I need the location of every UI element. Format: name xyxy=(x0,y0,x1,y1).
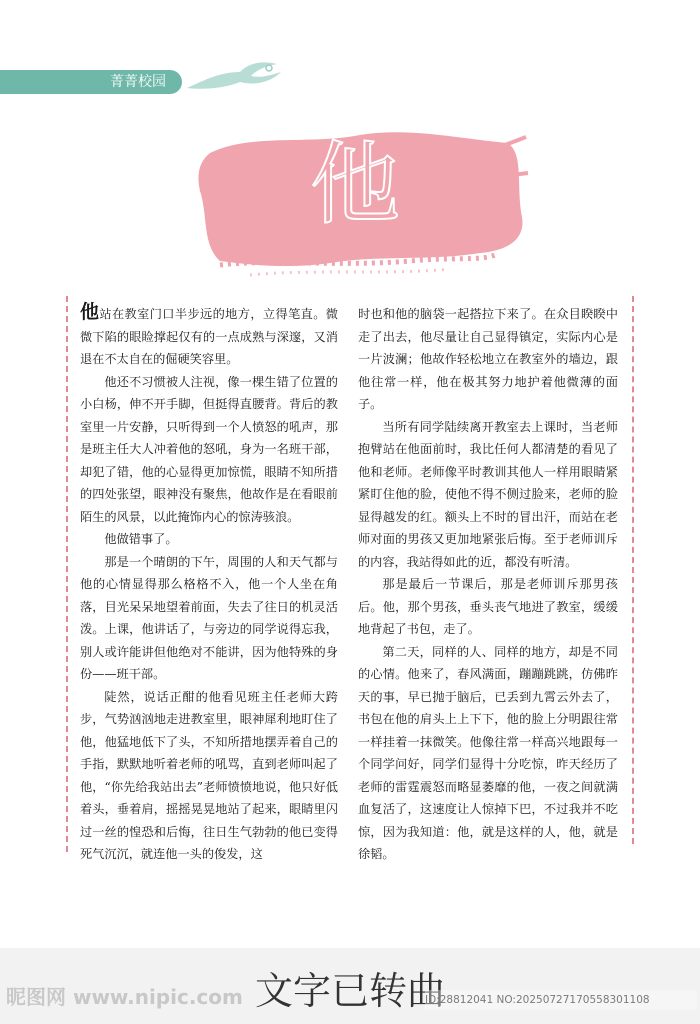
swallow-icon xyxy=(185,58,285,98)
footer-caption: 文字已转曲 xyxy=(255,969,446,1013)
left-border-dashes xyxy=(66,296,68,852)
watermark: 昵图网 www.nipic.com xyxy=(6,985,243,1009)
article-left-column xyxy=(80,303,338,866)
article-title: 他 xyxy=(310,132,400,237)
image-id-label: ID:28812041 NO:20250727170558301108 xyxy=(425,990,697,1010)
paragraph: 他做错事了。 xyxy=(104,532,178,546)
article-right-column xyxy=(358,303,618,866)
drop-cap: 他 xyxy=(80,301,100,323)
right-border-dashes xyxy=(632,296,634,844)
paragraph: 他还不习惯被人注视，像一棵生错了位置的小白杨，伸不开手脚，但挺得直腰背。背后的教室里一片安静，只听得到一个人愤怒的吼声，那是班主任大人冲着他的怒吼，身为一名班干部，却犯了错，他的心显得更加惊慌，眼睛不知所措的四处张望，眼神没有聚焦，他故作是在看眼前陌生的风景，以此掩饰内心的惊涛骇浪。 xyxy=(80,374,338,524)
paragraph: 当所有同学陆续离开教室去上课时，当老师抱臂站在他面前时，我比任何人都清楚的看见了他和老师。老师像平时教训其他人一样用眼睛紧紧盯住他的脸，使他不得不侧过脸来，老师的脸显得越发的红。额头上不时的冒出汗，而站在老师对面的男孩又更加地紧张后悔。至于老师训斥的内容，我站得如此的近，都没有听清。 xyxy=(358,419,618,569)
paragraph: 他站在教室门口半步远的地方，立得笔直。微微下陷的眼睑撑起仅有的一点成熟与深邃，又消退在不太自在的倔硬笑容里。 xyxy=(80,301,338,366)
paragraph: 第二天，同样的人、同样的地方，却是不同的心情。他来了，春风满面，蹦蹦跳跳，仿佛昨天的事，早已抛于脑后，已丢到九霄云外去了，书包在他的肩头上上下下，他的脸上分明跟往常一样挂着一抹微笑。他像往常一样高兴地跟每一个同学问好，同学们显得十分吃惊，昨天经历了老师的雷霆震怒而略显萎靡的他，一夜之间就满血复活了，这速度让人惊掉下巴，不过我并不吃惊，因为我知道：他，就是这样的人，他，就是徐韬。 xyxy=(358,644,618,861)
section-label: 菁菁校园 xyxy=(110,74,166,90)
paragraph: 陡然，说话正酣的他看见班主任老师大跨步，气势汹汹地走进教室里，眼神犀利地盯住了他，他猛地低下了头，不知所措地摆弄着自己的手指，默默地听着老师的吼骂，直到老师叫起了他，“你先给我站出去”老师愤愤地说，他只好低着头，垂着肩，摇摇晃晃地站了起来，眼睛里闪过一丝的惶恐和后悔，往日生气勃勃的他已变得死气沉沉，就连他一头的俊发，这 xyxy=(80,689,338,861)
paragraph: 时也和他的脑袋一起搭拉下来了。在众目睽睽中走了出去，他尽量让自己显得镇定，实际内心是一片波澜；他故作轻松地立在教室外的墙边，跟他往常一样，他在极其努力地护着他微薄的面子。 xyxy=(358,307,618,411)
paragraph: 那是最后一节课后，那是老师训斥那男孩后。他，那个男孩，垂头丧气地进了教室，缓缓地背起了书包，走了。 xyxy=(358,577,618,636)
paragraph: 那是一个晴朗的下午，周围的人和天气都与他的心情显得那么格格不入，他一个人坐在角落，目光呆呆地望着前面，失去了往日的机灵活泼。上课，他讲话了，与旁边的同学说得忘我，别人或许能讲但他绝对不能讲，因为他特殊的身份——班干部。 xyxy=(80,554,338,681)
